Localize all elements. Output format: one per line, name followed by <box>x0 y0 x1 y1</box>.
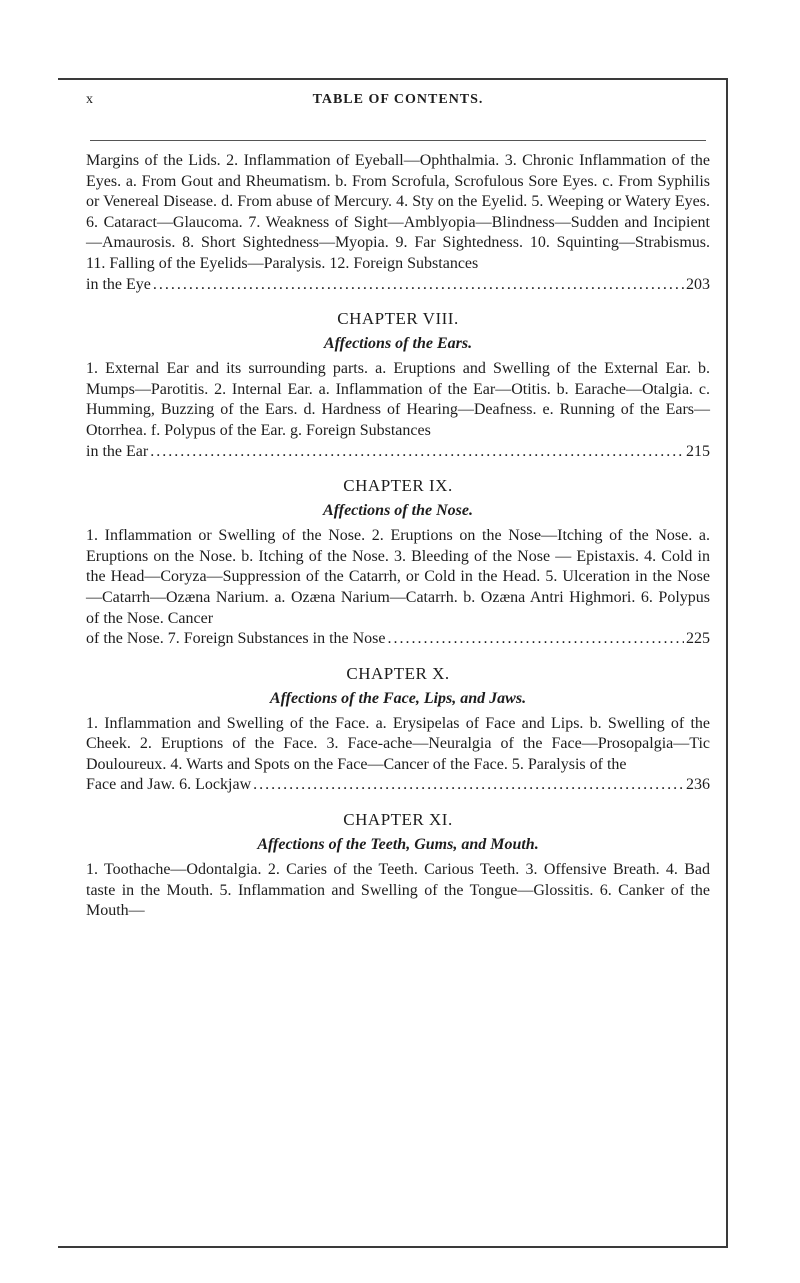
chapter-heading: CHAPTER XI. <box>343 810 453 830</box>
chapter-text: 1. Inflammation or Swelling of the Nose. 2. Eruptions on the Nose—Itching of the Nose. a. Eruptions on the Nose. b. Itching of the Nose. 3. Bleeding of the Nose — Epistaxis. 4. Cold in the Head—Coryza—Suppression of the Catarrh, or Cold in the Head. 5. Ulceration in the Nose—Catarrh—Ozæna Narium. a. Ozæna Narium—Catarrh. b. Ozæna Antri Highmori. 6. Polypus of the Nose. Cancer <box>86 527 710 627</box>
entry-page-number: 225 <box>686 630 710 648</box>
chapter-heading: CHAPTER X. <box>346 663 450 683</box>
page-content <box>86 92 710 936</box>
dot-leader <box>253 775 684 796</box>
chapter-last-line <box>86 442 710 463</box>
dot-leader <box>150 442 684 463</box>
chapter-viii <box>86 309 710 462</box>
intro-text: Margins of the Lids. 2. Inflammation of Eyeball—Ophthalmia. 3. Chronic Inflammation of the Eyes. a. From Gout and Rheumatism. b. From Scrofula, Scrofulous Sore Eyes. c. From Syphilis or Venereal Disease. d. From abuse of Mercury. 4. Sty on the Eyelid. 5. Weeping or Watery Eyes. 6. Cataract—Glaucoma. 7. Weakness of Sight—Amblyopia—Blindness—Sudden and Incipient—Amaurosis. 8. Short Sightedness—Myopia. 9. Far Sightedness. 10. Squinting—Strabismus. 11. Falling of the Eyelids—Paralysis. 12. Foreign Substances <box>86 152 710 272</box>
chapter-ix <box>86 476 710 650</box>
entry-text: in the Ear <box>86 442 149 460</box>
chapter-text: 1. Inflammation and Swelling of the Face. a. Erysipelas of Face and Lips. b. Swelling of the Cheek. 2. Eruptions of the Face. 3. Face-ache—Neuralgia of the Face—Prosopalgia—Tic Douloureux. 4. Warts and Spots on the Face—Cancer of the Face. 5. Paralysis of the <box>86 714 710 773</box>
chapter-heading: CHAPTER IX. <box>343 476 453 496</box>
intro-entry <box>86 151 710 295</box>
header-rule <box>90 140 706 141</box>
page-title: TABLE OF CONTENTS. <box>312 92 484 107</box>
chapter-subtitle: Affections of the Teeth, Gums, and Mouth. <box>257 836 539 854</box>
chapter-subtitle: Affections of the Nose. <box>323 502 473 520</box>
chapter-text: 1. Toothache—Odontalgia. 2. Caries of the Teeth. Carious Teeth. 3. Offensive Breath. 4. Bad taste in the Mouth. 5. Inflammation and Swelling of the Tongue—Glossitis. 6. Canker of the Mouth— <box>86 861 710 920</box>
entry-text: of the Nose. 7. Foreign Substances in the Nose <box>86 630 386 648</box>
entry-text: Face and Jaw. 6. Lockjaw <box>86 776 252 794</box>
dot-leader <box>388 629 684 650</box>
entry-text: in the Eye <box>86 275 151 293</box>
running-head <box>86 92 710 118</box>
chapter-subtitle: Affections of the Ears. <box>323 335 473 353</box>
entry-page-number: 215 <box>686 442 710 460</box>
entry-page-number: 203 <box>686 275 710 293</box>
chapter-last-line <box>86 629 710 650</box>
chapter-x <box>86 664 710 796</box>
intro-last-line <box>86 275 710 296</box>
chapter-heading: CHAPTER VIII. <box>337 309 459 329</box>
entry-page-number: 236 <box>686 776 710 794</box>
dot-leader <box>153 275 684 296</box>
chapter-xi <box>86 810 710 922</box>
page-number: x <box>86 92 94 107</box>
chapter-text: 1. External Ear and its surrounding parts. a. Eruptions and Swelling of the External Ear. b. Mumps—Parotitis. 2. Internal Ear. a. Inflammation of the Ear—Otitis. b. Earache—Otalgia. c. Humming, Buzzing of the Ears. d. Hardness of Hearing—Deafness. e. Running of the Ears—Otorrhea. f. Polypus of the Ear. g. Foreign Substances <box>86 360 710 439</box>
chapter-last-line <box>86 775 710 796</box>
chapter-subtitle: Affections of the Face, Lips, and Jaws. <box>269 689 527 707</box>
